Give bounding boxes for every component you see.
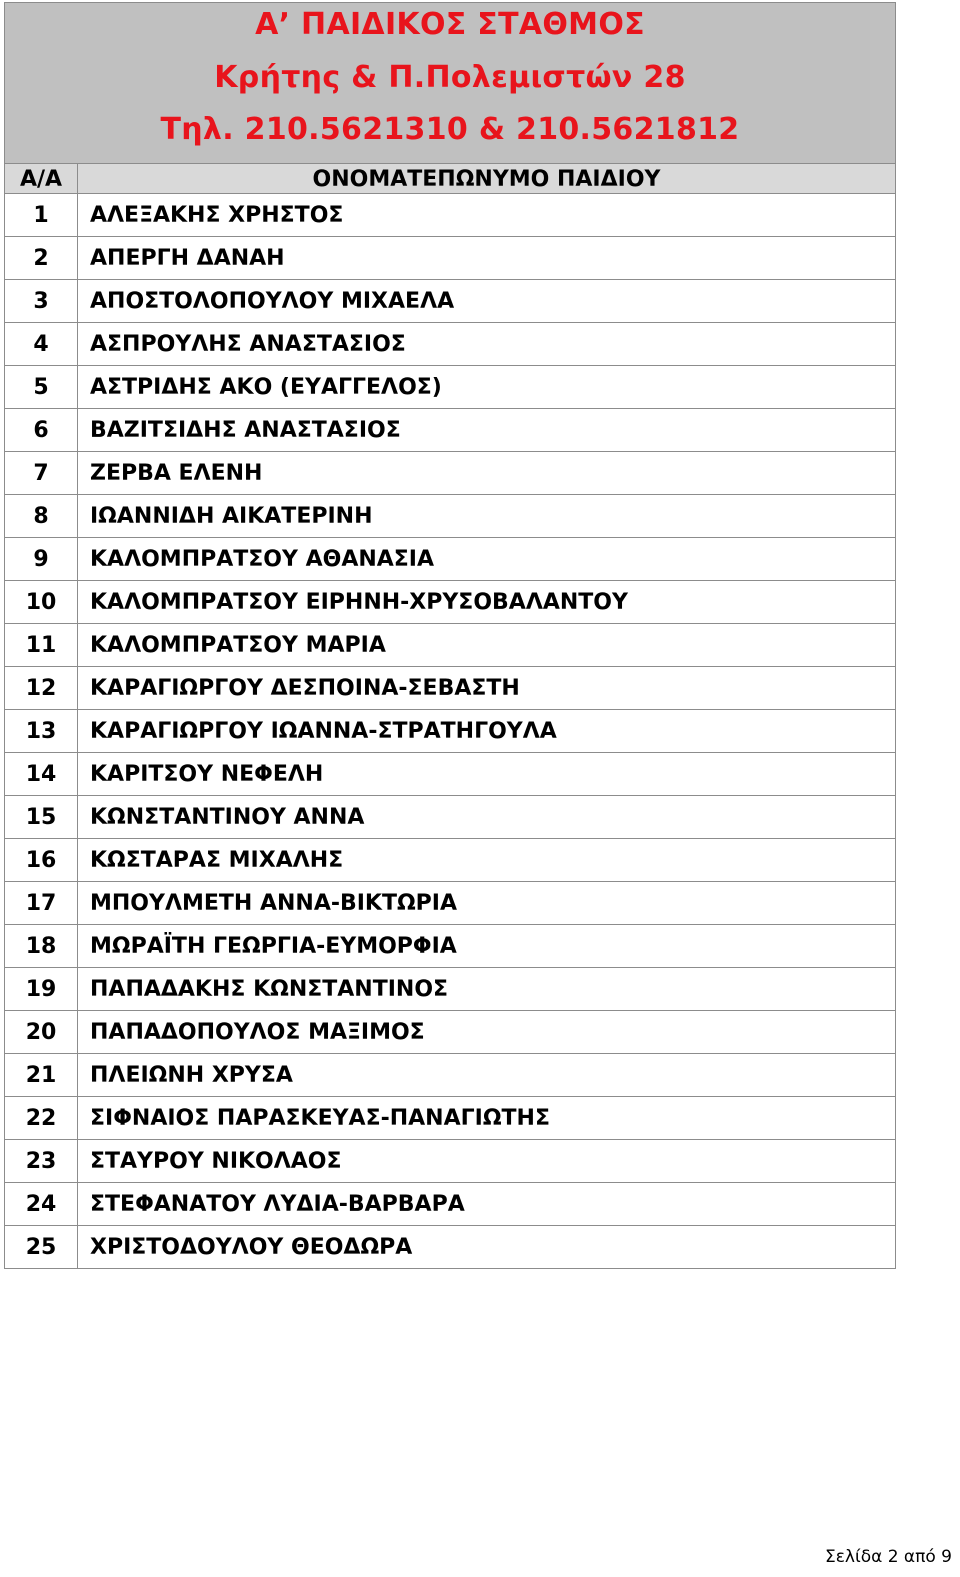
row-number: 9: [5, 538, 78, 581]
children-table: [5, 164, 895, 1268]
table-row: [5, 753, 895, 796]
table-row: [5, 495, 895, 538]
table-row: [5, 1183, 895, 1226]
row-number: 17: [5, 882, 78, 925]
row-number: 7: [5, 452, 78, 495]
child-name: ΚΩΝΣΤΑΝΤΙΝΟΥ ΑΝΝΑ: [78, 796, 896, 839]
page-number: Σελίδα 2 από 9: [824, 1547, 952, 1567]
table-row: [5, 452, 895, 495]
class-roster-sheet: [4, 2, 896, 1269]
child-name: ΚΑΡΑΓΙΩΡΓΟΥ ΙΩΑΝΝΑ-ΣΤΡΑΤΗΓΟΥΛΑ: [78, 710, 896, 753]
row-number: 2: [5, 237, 78, 280]
row-number: 10: [5, 581, 78, 624]
row-number: 5: [5, 366, 78, 409]
table-row: [5, 882, 895, 925]
table-row: [5, 1011, 895, 1054]
table-row: [5, 667, 895, 710]
row-number: 12: [5, 667, 78, 710]
table-row: [5, 710, 895, 753]
table-row: [5, 581, 895, 624]
child-name: ΜΠΟΥΛΜΕΤΗ ΑΝΝΑ-ΒΙΚΤΩΡΙΑ: [78, 882, 896, 925]
child-name: ΑΠΕΡΓΗ ΔΑΝΑΗ: [78, 237, 896, 280]
table-row: [5, 538, 895, 581]
table-row: [5, 839, 895, 882]
row-number: 18: [5, 925, 78, 968]
child-name: ΚΩΣΤΑΡΑΣ ΜΙΧΑΛΗΣ: [78, 839, 896, 882]
table-row: [5, 1226, 895, 1269]
table-row: [5, 280, 895, 323]
child-name: ΜΩΡΑΪΤΗ ΓΕΩΡΓΙΑ-ΕΥΜΟΡΦΙΑ: [78, 925, 896, 968]
child-name: ΖΕΡΒΑ ΕΛΕΝΗ: [78, 452, 896, 495]
child-name: ΑΣΠΡΟΥΛΗΣ ΑΝΑΣΤΑΣΙΟΣ: [78, 323, 896, 366]
child-name: ΠΛΕΙΩΝΗ ΧΡΥΣΑ: [78, 1054, 896, 1097]
table-row: [5, 624, 895, 667]
row-number: 21: [5, 1054, 78, 1097]
table-row: [5, 1140, 895, 1183]
row-number: 3: [5, 280, 78, 323]
row-number: 23: [5, 1140, 78, 1183]
child-name: ΧΡΙΣΤΟΔΟΥΛΟΥ ΘΕΟΔΩΡΑ: [78, 1226, 896, 1269]
child-name: ΒΑΖΙΤΣΙΔΗΣ ΑΝΑΣΤΑΣΙΟΣ: [78, 409, 896, 452]
table-row: [5, 323, 895, 366]
child-name: ΑΣΤΡΙΔΗΣ ΑΚΟ (ΕΥΑΓΓΕΛΟΣ): [78, 366, 896, 409]
row-number: 25: [5, 1226, 78, 1269]
table-row: [5, 1097, 895, 1140]
table-row: [5, 925, 895, 968]
row-number: 4: [5, 323, 78, 366]
row-number: 14: [5, 753, 78, 796]
row-number: 16: [5, 839, 78, 882]
table-row: [5, 237, 895, 280]
column-header-number: Α/Α: [5, 164, 78, 194]
child-name: ΣΙΦΝΑΙΟΣ ΠΑΡΑΣΚΕΥΑΣ-ΠΑΝΑΓΙΩΤΗΣ: [78, 1097, 896, 1140]
table-row: [5, 968, 895, 1011]
child-name: ΣΤΑΥΡΟΥ ΝΙΚΟΛΑΟΣ: [78, 1140, 896, 1183]
table-body: [5, 194, 895, 1269]
roster-header: [5, 3, 895, 164]
row-number: 8: [5, 495, 78, 538]
child-name: ΠΑΠΑΔΟΠΟΥΛΟΣ ΜΑΞΙΜΟΣ: [78, 1011, 896, 1054]
table-row: [5, 1054, 895, 1097]
column-header-name: ΟΝΟΜΑΤΕΠΩΝΥΜΟ ΠΑΙΔΙΟΥ: [78, 164, 896, 194]
address-line: Κρήτης & Π.Πολεμιστών 28: [214, 60, 686, 95]
table-row: [5, 409, 895, 452]
child-name: ΑΠΟΣΤΟΛΟΠΟΥΛΟΥ ΜΙΧΑΕΛΑ: [78, 280, 896, 323]
child-name: ΚΑΛΟΜΠΡΑΤΣΟΥ ΕΙΡΗΝΗ-ΧΡΥΣΟΒΑΛΑΝΤΟΥ: [78, 581, 896, 624]
child-name: ΙΩΑΝΝΙΔΗ ΑΙΚΑΤΕΡΙΝΗ: [78, 495, 896, 538]
row-number: 19: [5, 968, 78, 1011]
row-number: 6: [5, 409, 78, 452]
child-name: ΑΛΕΞΑΚΗΣ ΧΡΗΣΤΟΣ: [78, 194, 896, 237]
child-name: ΚΑΡΙΤΣΟΥ ΝΕΦΕΛΗ: [78, 753, 896, 796]
row-number: 11: [5, 624, 78, 667]
child-name: ΚΑΡΑΓΙΩΡΓΟΥ ΔΕΣΠΟΙΝΑ-ΣΕΒΑΣΤΗ: [78, 667, 896, 710]
page-title: Α’ ΠΑΙΔΙΚΟΣ ΣΤΑΘΜΟΣ: [255, 7, 645, 42]
table-row: [5, 366, 895, 409]
phone-line: Τηλ. 210.5621310 & 210.5621812: [160, 112, 740, 147]
child-name: ΠΑΠΑΔΑΚΗΣ ΚΩΝΣΤΑΝΤΙΝΟΣ: [78, 968, 896, 1011]
row-number: 20: [5, 1011, 78, 1054]
table-header-row: [5, 164, 895, 194]
child-name: ΚΑΛΟΜΠΡΑΤΣΟΥ ΜΑΡΙΑ: [78, 624, 896, 667]
table-row: [5, 194, 895, 237]
child-name: ΚΑΛΟΜΠΡΑΤΣΟΥ ΑΘΑΝΑΣΙΑ: [78, 538, 896, 581]
row-number: 1: [5, 194, 78, 237]
row-number: 22: [5, 1097, 78, 1140]
child-name: ΣΤΕΦΑΝΑΤΟΥ ΛΥΔΙΑ-ΒΑΡΒΑΡΑ: [78, 1183, 896, 1226]
row-number: 15: [5, 796, 78, 839]
table-row: [5, 796, 895, 839]
row-number: 24: [5, 1183, 78, 1226]
row-number: 13: [5, 710, 78, 753]
